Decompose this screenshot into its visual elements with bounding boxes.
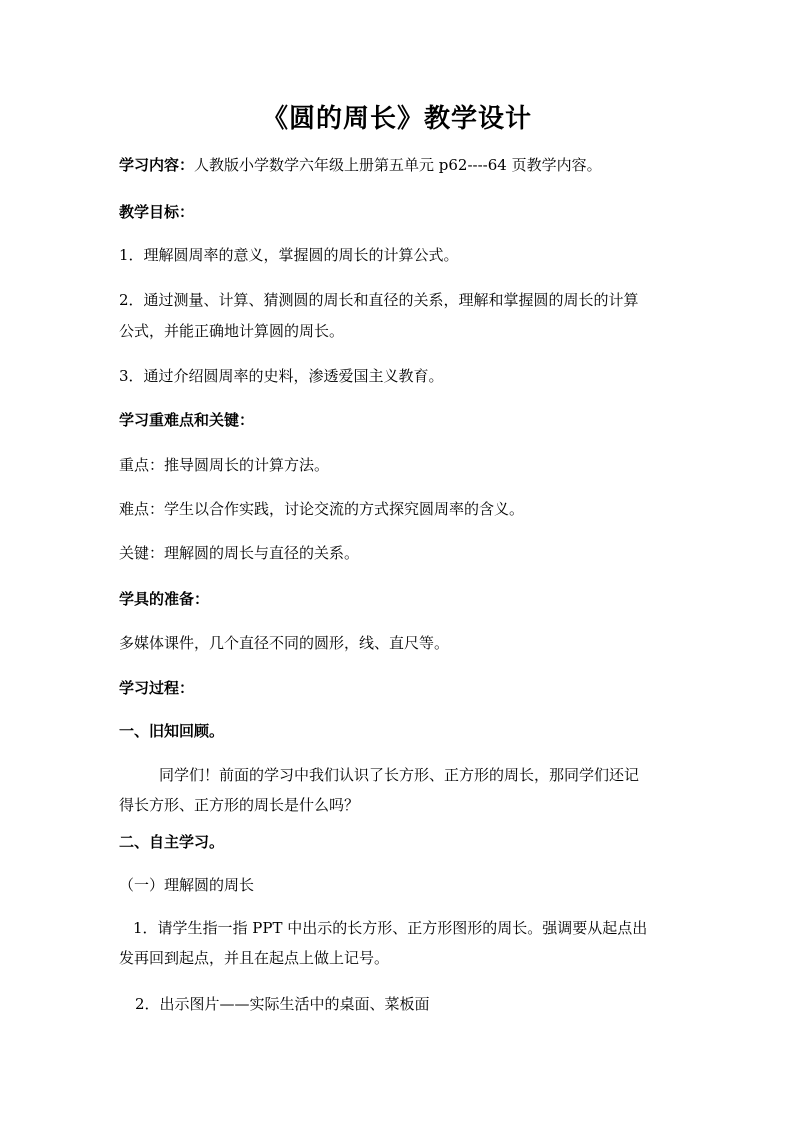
prep-heading: 学具的准备： (119, 590, 210, 608)
process-heading: 学习过程： (119, 679, 195, 697)
review-line1: 同学们！前面的学习中我们认识了长方形、正方形的周长，那同学们还记 (159, 766, 640, 784)
prep-text: 多媒体课件，几个直径不同的圆形，线、直尺等。 (119, 634, 450, 652)
goal-3: 3．通过介绍圆周率的史料，渗透爱国主义教育。 (119, 367, 444, 385)
subsection-1-heading: （一）理解圆的周长 (119, 876, 255, 894)
step-2-line: 2．出示图片——实际生活中的桌面、菜板面 (135, 995, 430, 1013)
content-text: 人教版小学数学六年级上册第五单元 p62----64 页教学内容。 (194, 156, 602, 174)
key-heading: 学习重难点和关键： (119, 411, 255, 429)
focus-line: 重点：推导圆周长的计算方法。 (119, 456, 330, 474)
goals-heading: 教学目标： (119, 203, 195, 221)
content-label: 学习内容： (119, 156, 195, 174)
section-2-heading: 二、自主学习。 (119, 833, 225, 851)
document-title: 《圆的周长》教学设计 (261, 104, 532, 134)
section-1-heading: 一、旧知回顾。 (119, 722, 225, 740)
step-1-line2: 发再回到起点，并且在起点上做上记号。 (119, 949, 390, 967)
difficulty-line: 难点：学生以合作实践，讨论交流的方式探究圆周率的含义。 (119, 500, 525, 518)
step-1-line1: 1．请学生指一指 PPT 中出示的长方形、正方形图形的周长。强调要从起点出 (133, 919, 648, 937)
review-line2: 得长方形、正方形的周长是什么吗？ (119, 796, 360, 814)
goal-2-line2: 公式，并能正确地计算圆的周长。 (119, 322, 345, 340)
key-line: 关键：理解圆的周长与直径的关系。 (119, 544, 360, 562)
content-line (119, 150, 679, 180)
goal-2-line1: 2．通过测量、计算、猜测圆的周长和直径的关系，理解和掌握圆的周长的计算 (119, 291, 639, 309)
goal-1: 1．理解圆周率的意义，掌握圆的周长的计算公式。 (119, 246, 459, 264)
